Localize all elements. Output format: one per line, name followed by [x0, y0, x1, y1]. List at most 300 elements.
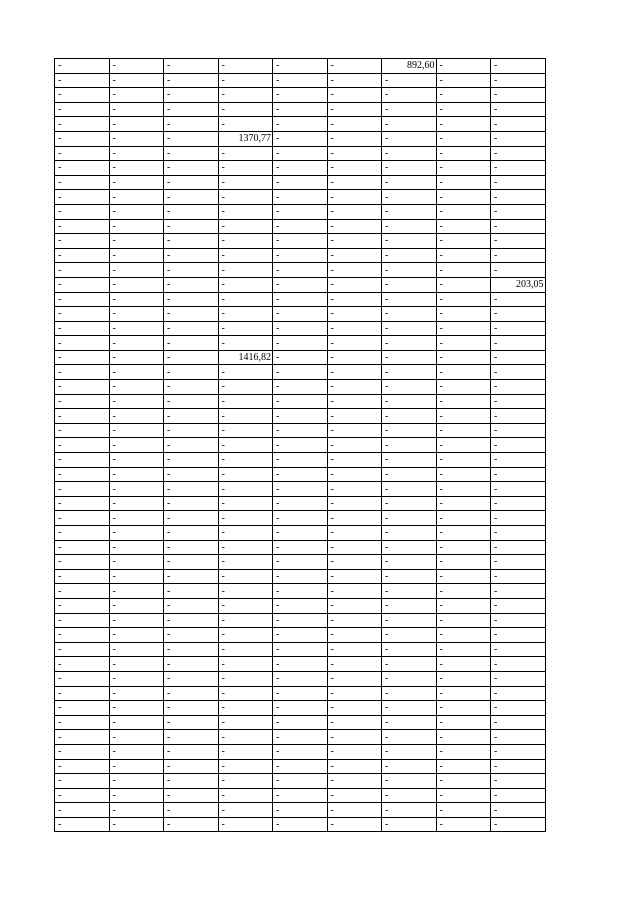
table-cell: - — [164, 248, 219, 263]
table-cell: - — [273, 277, 328, 292]
table-cell: - — [109, 701, 164, 716]
table-cell: - — [327, 380, 382, 395]
table-cell: - — [327, 598, 382, 613]
table-cell: - — [55, 102, 110, 117]
table-cell: - — [382, 102, 437, 117]
table-cell: - — [273, 131, 328, 146]
table-cell: - — [109, 788, 164, 803]
table-cell: - — [382, 584, 437, 599]
table-cell: - — [436, 817, 491, 832]
table-cell: - — [164, 803, 219, 818]
table-cell: - — [491, 234, 546, 249]
table-cell: - — [436, 482, 491, 497]
table-cell: - — [109, 613, 164, 628]
table-cell: - — [164, 628, 219, 643]
table-cell: - — [164, 584, 219, 599]
table-cell: - — [327, 613, 382, 628]
table-cell: - — [491, 219, 546, 234]
table-cell: - — [218, 59, 273, 74]
table-row — [55, 628, 546, 643]
table-cell: - — [164, 117, 219, 132]
table-cell: - — [436, 394, 491, 409]
table-cell: - — [55, 569, 110, 584]
table-cell: - — [273, 569, 328, 584]
table-cell: - — [218, 175, 273, 190]
table-cell: - — [436, 59, 491, 74]
table-cell: - — [164, 292, 219, 307]
table-cell: - — [218, 657, 273, 672]
table-cell: - — [164, 701, 219, 716]
table-cell: - — [218, 423, 273, 438]
table-cell: - — [327, 350, 382, 365]
table-cell: - — [109, 336, 164, 351]
table-cell: - — [273, 759, 328, 774]
table-cell: - — [491, 774, 546, 789]
table-cell: - — [327, 336, 382, 351]
table-cell: - — [164, 146, 219, 161]
table-cell: - — [491, 146, 546, 161]
table-cell: - — [382, 131, 437, 146]
table-cell: - — [327, 453, 382, 468]
table-cell: - — [436, 730, 491, 745]
table-cell: - — [382, 88, 437, 103]
table-row — [55, 642, 546, 657]
table-cell: - — [327, 526, 382, 541]
table-cell: - — [491, 394, 546, 409]
table-cell: - — [55, 350, 110, 365]
table-cell: - — [109, 774, 164, 789]
table-cell: - — [491, 336, 546, 351]
table-cell: - — [436, 102, 491, 117]
table-cell: - — [327, 584, 382, 599]
table-cell: - — [491, 701, 546, 716]
table-cell: - — [55, 642, 110, 657]
table-cell: - — [382, 744, 437, 759]
table-cell: - — [164, 482, 219, 497]
table-cell: - — [164, 423, 219, 438]
table-cell: - — [436, 321, 491, 336]
table-row — [55, 598, 546, 613]
table-cell: - — [382, 642, 437, 657]
table-cell: - — [273, 409, 328, 424]
table-cell: - — [382, 555, 437, 570]
table-cell: - — [218, 715, 273, 730]
table-row — [55, 234, 546, 249]
table-cell: - — [109, 204, 164, 219]
table-cell: - — [436, 204, 491, 219]
table-cell: - — [218, 555, 273, 570]
table-cell: - — [164, 453, 219, 468]
table-row — [55, 336, 546, 351]
table-cell: - — [218, 409, 273, 424]
table-cell: - — [491, 321, 546, 336]
table-cell: - — [382, 598, 437, 613]
table-row — [55, 555, 546, 570]
table-cell: - — [491, 613, 546, 628]
table-cell: - — [273, 350, 328, 365]
table-cell: - — [382, 146, 437, 161]
table-cell: - — [327, 161, 382, 176]
table-cell: - — [491, 496, 546, 511]
table-cell: - — [55, 219, 110, 234]
table-cell: - — [327, 730, 382, 745]
table-row — [55, 569, 546, 584]
table-cell: - — [218, 540, 273, 555]
table-cell: - — [164, 657, 219, 672]
table-cell: - — [109, 803, 164, 818]
table-cell: - — [164, 394, 219, 409]
table-row — [55, 584, 546, 599]
table-cell: - — [164, 496, 219, 511]
table-cell: - — [436, 642, 491, 657]
table-row — [55, 175, 546, 190]
table-row — [55, 511, 546, 526]
table-row — [55, 321, 546, 336]
table-cell: - — [382, 234, 437, 249]
table-cell: - — [327, 803, 382, 818]
table-cell: - — [218, 161, 273, 176]
table-row — [55, 292, 546, 307]
table-cell: - — [218, 234, 273, 249]
table-cell: - — [218, 628, 273, 643]
table-cell: - — [273, 102, 328, 117]
table-cell: - — [164, 263, 219, 278]
table-cell: - — [55, 59, 110, 74]
table-cell: - — [273, 803, 328, 818]
table-cell: - — [273, 365, 328, 380]
table-cell: - — [382, 190, 437, 205]
table-row — [55, 277, 546, 292]
table-cell: - — [382, 511, 437, 526]
table-cell: - — [218, 584, 273, 599]
table-cell: - — [109, 511, 164, 526]
table-row — [55, 248, 546, 263]
table-cell: - — [382, 671, 437, 686]
table-cell: - — [164, 817, 219, 832]
table-row — [55, 409, 546, 424]
table-row — [55, 482, 546, 497]
table-cell: - — [273, 628, 328, 643]
table-row — [55, 102, 546, 117]
table-cell: - — [273, 715, 328, 730]
table-cell: - — [436, 409, 491, 424]
table-cell: - — [273, 321, 328, 336]
table-row — [55, 88, 546, 103]
table-cell: - — [327, 467, 382, 482]
table-cell: - — [436, 131, 491, 146]
table-cell: - — [55, 657, 110, 672]
table-cell: - — [491, 307, 546, 322]
table-cell: - — [436, 248, 491, 263]
table-cell: - — [327, 569, 382, 584]
table-row — [55, 350, 546, 365]
table-cell: - — [436, 350, 491, 365]
table-cell: - — [273, 526, 328, 541]
table-cell: - — [436, 744, 491, 759]
table-cell: - — [109, 467, 164, 482]
table-cell: - — [327, 744, 382, 759]
table-cell: - — [327, 292, 382, 307]
table-cell: - — [382, 817, 437, 832]
table-cell: - — [491, 671, 546, 686]
table-cell: - — [273, 73, 328, 88]
table-cell: - — [273, 219, 328, 234]
table-cell: - — [436, 219, 491, 234]
table-cell: - — [273, 540, 328, 555]
table-cell: - — [436, 190, 491, 205]
table-cell: - — [164, 540, 219, 555]
table-cell: - — [55, 467, 110, 482]
table-cell: - — [327, 102, 382, 117]
table-cell: - — [55, 131, 110, 146]
table-cell: - — [218, 146, 273, 161]
table-cell: - — [436, 175, 491, 190]
table-cell: - — [436, 584, 491, 599]
table-cell: - — [491, 409, 546, 424]
table-cell: - — [491, 759, 546, 774]
table-cell: - — [382, 423, 437, 438]
table-cell: - — [382, 657, 437, 672]
table-cell: - — [164, 730, 219, 745]
table-cell: - — [218, 803, 273, 818]
table-cell: - — [436, 73, 491, 88]
table-cell: - — [491, 467, 546, 482]
table-cell: - — [55, 744, 110, 759]
table-cell: - — [382, 613, 437, 628]
table-cell: - — [491, 555, 546, 570]
table-cell: - — [436, 380, 491, 395]
table-row — [55, 380, 546, 395]
table-cell: - — [491, 686, 546, 701]
table-cell: - — [273, 336, 328, 351]
table-cell: - — [382, 336, 437, 351]
table-row — [55, 817, 546, 832]
table-cell: - — [273, 482, 328, 497]
table-cell: - — [218, 482, 273, 497]
table-cell: 892,60 — [382, 59, 437, 74]
table-row — [55, 117, 546, 132]
table-cell: - — [491, 715, 546, 730]
table-cell: - — [109, 759, 164, 774]
table-cell: - — [382, 496, 437, 511]
table-row — [55, 161, 546, 176]
table-row — [55, 467, 546, 482]
table-cell: - — [327, 423, 382, 438]
table-cell: - — [382, 759, 437, 774]
table-cell: - — [436, 526, 491, 541]
table-cell: - — [436, 307, 491, 322]
table-cell: - — [382, 350, 437, 365]
table-cell: - — [109, 88, 164, 103]
table-cell: - — [55, 584, 110, 599]
table-cell: - — [327, 482, 382, 497]
table-cell: - — [436, 263, 491, 278]
table-cell: - — [382, 277, 437, 292]
table-cell: - — [218, 511, 273, 526]
table-cell: - — [382, 774, 437, 789]
table-cell: - — [491, 438, 546, 453]
table-cell: - — [382, 467, 437, 482]
table-cell: - — [55, 88, 110, 103]
table-cell: - — [218, 701, 273, 716]
table-cell: - — [491, 204, 546, 219]
table-cell: - — [164, 759, 219, 774]
table-cell: - — [436, 161, 491, 176]
table-cell: - — [327, 131, 382, 146]
table-row — [55, 774, 546, 789]
table-cell: - — [382, 175, 437, 190]
table-cell: - — [164, 350, 219, 365]
table-row — [55, 540, 546, 555]
table-cell: - — [327, 394, 382, 409]
table-cell: - — [491, 788, 546, 803]
table-cell: - — [55, 204, 110, 219]
table-cell: - — [273, 701, 328, 716]
table-cell: - — [273, 730, 328, 745]
table-row — [55, 613, 546, 628]
table-cell: - — [55, 248, 110, 263]
table-cell: - — [491, 803, 546, 818]
table-cell: - — [164, 526, 219, 541]
table-cell: - — [273, 467, 328, 482]
table-cell: - — [327, 671, 382, 686]
table-cell: - — [218, 569, 273, 584]
table-cell: - — [491, 248, 546, 263]
table-cell: - — [273, 175, 328, 190]
table-cell: - — [327, 701, 382, 716]
table-cell: - — [109, 671, 164, 686]
table-cell: - — [491, 423, 546, 438]
table-cell: - — [55, 817, 110, 832]
table-cell: - — [109, 73, 164, 88]
table-cell: - — [55, 803, 110, 818]
table-cell: - — [382, 248, 437, 263]
table-cell: - — [491, 88, 546, 103]
table-cell: - — [55, 526, 110, 541]
table-row — [55, 263, 546, 278]
table-cell: - — [436, 511, 491, 526]
table-cell: - — [273, 161, 328, 176]
table-cell: - — [55, 307, 110, 322]
table-cell: - — [109, 102, 164, 117]
table-cell: - — [55, 496, 110, 511]
table-cell: - — [109, 555, 164, 570]
table-cell: - — [382, 569, 437, 584]
table-cell: - — [55, 277, 110, 292]
table-cell: - — [436, 423, 491, 438]
table-cell: - — [55, 540, 110, 555]
table-cell: - — [327, 204, 382, 219]
table-cell: - — [436, 774, 491, 789]
table-row — [55, 686, 546, 701]
table-row — [55, 657, 546, 672]
table-cell: - — [491, 569, 546, 584]
table-cell: - — [436, 88, 491, 103]
table-cell: - — [273, 423, 328, 438]
table-cell: - — [55, 701, 110, 716]
table-cell: - — [382, 526, 437, 541]
table-cell: - — [491, 730, 546, 745]
table-cell: - — [491, 628, 546, 643]
table-cell: - — [327, 190, 382, 205]
table-cell: - — [273, 511, 328, 526]
table-cell: - — [109, 438, 164, 453]
table-cell: - — [491, 657, 546, 672]
table-cell: - — [109, 190, 164, 205]
table-cell: - — [327, 686, 382, 701]
table-cell: - — [327, 219, 382, 234]
table-cell: - — [382, 117, 437, 132]
table-cell: - — [164, 686, 219, 701]
table-cell: - — [273, 657, 328, 672]
table-cell: - — [436, 292, 491, 307]
table-cell: - — [218, 730, 273, 745]
table-cell: - — [436, 277, 491, 292]
table-cell: - — [109, 307, 164, 322]
table-cell: - — [164, 380, 219, 395]
table-cell: - — [491, 350, 546, 365]
table-cell: - — [218, 117, 273, 132]
table-cell: - — [382, 365, 437, 380]
table-cell: - — [55, 598, 110, 613]
table-cell: - — [164, 102, 219, 117]
table-cell: - — [436, 701, 491, 716]
table-cell: - — [164, 321, 219, 336]
table-cell: - — [109, 453, 164, 468]
table-cell: - — [55, 292, 110, 307]
table-cell: - — [164, 715, 219, 730]
table-cell: - — [109, 715, 164, 730]
table-cell: - — [327, 73, 382, 88]
table-cell: - — [273, 146, 328, 161]
table-row — [55, 496, 546, 511]
table-cell: - — [273, 613, 328, 628]
table-cell: - — [436, 657, 491, 672]
table-cell: - — [491, 102, 546, 117]
table-cell: - — [218, 467, 273, 482]
table-cell: - — [327, 277, 382, 292]
table-cell: - — [55, 117, 110, 132]
table-cell: - — [164, 555, 219, 570]
table-cell: - — [109, 175, 164, 190]
table-cell: - — [55, 759, 110, 774]
table-cell: - — [382, 730, 437, 745]
table-cell: - — [491, 190, 546, 205]
table-cell: - — [218, 438, 273, 453]
table-cell: - — [55, 671, 110, 686]
table-cell: - — [218, 277, 273, 292]
table-cell: - — [55, 365, 110, 380]
table-cell: - — [436, 365, 491, 380]
table-cell: - — [109, 277, 164, 292]
table-row — [55, 394, 546, 409]
table-cell: - — [109, 569, 164, 584]
table-row — [55, 131, 546, 146]
table-cell: - — [382, 788, 437, 803]
table-cell: - — [164, 438, 219, 453]
table-cell: - — [327, 511, 382, 526]
table-cell: - — [273, 744, 328, 759]
table-cell: - — [382, 628, 437, 643]
table-cell: - — [273, 671, 328, 686]
table-cell: - — [218, 307, 273, 322]
table-cell: - — [327, 642, 382, 657]
table-cell: - — [164, 467, 219, 482]
table-cell: - — [164, 613, 219, 628]
table-cell: - — [218, 380, 273, 395]
table-cell: - — [109, 744, 164, 759]
table-cell: - — [218, 219, 273, 234]
